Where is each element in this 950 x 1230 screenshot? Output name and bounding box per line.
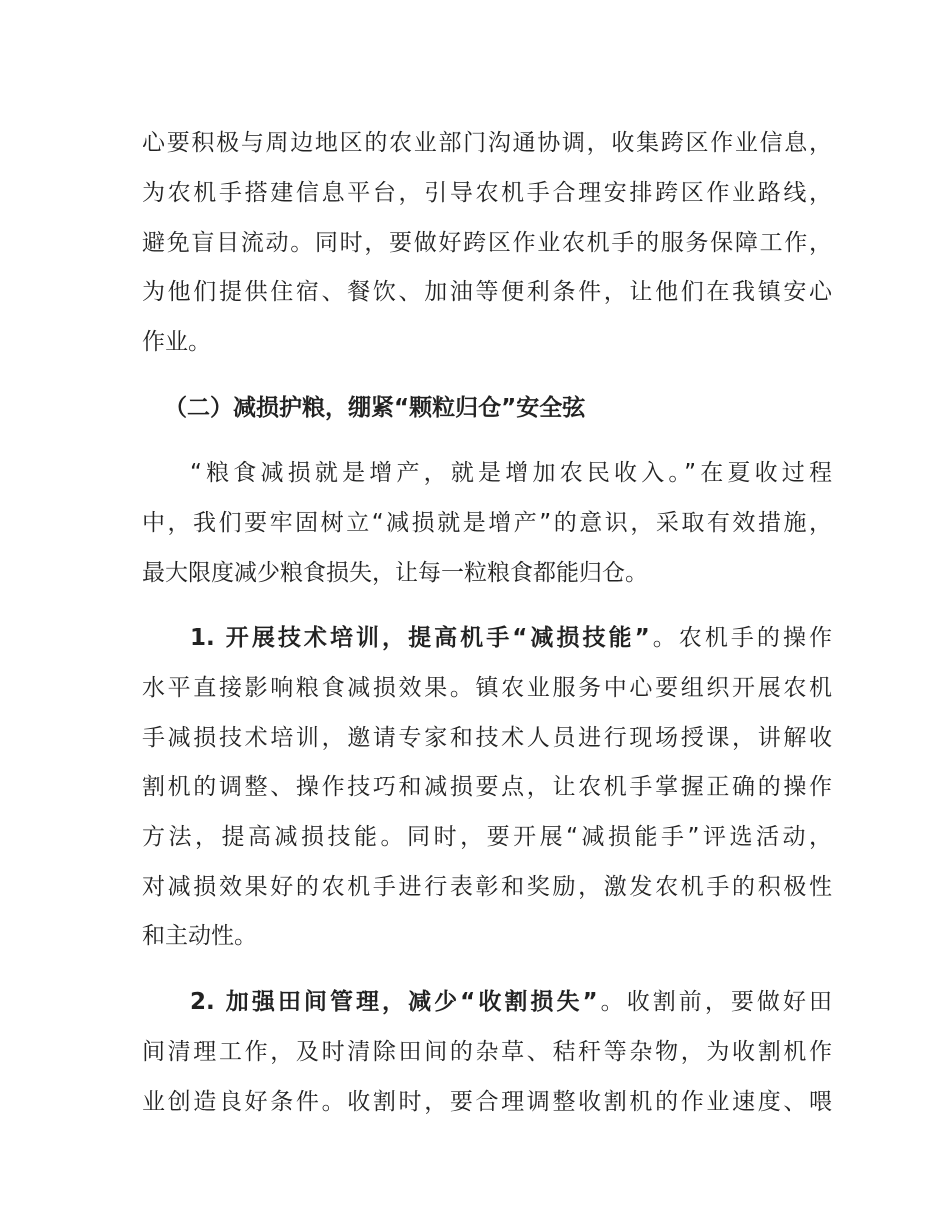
paragraph-line: 割机的调整、操作技巧和减损要点，让农机手掌握正确的操作 [142, 774, 832, 800]
paragraph-line: 手减损技术培训，邀请专家和技术人员进行现场授课，讲解收 [142, 725, 832, 751]
item-2-first-rest: 。收割前，要做好田 [597, 989, 833, 1015]
paragraph-line: “粮食减损就是增产，就是增加农民收入。”在夏收过程 [190, 460, 832, 486]
paragraph-line: 和主动性。 [142, 923, 257, 949]
section-heading: （二）减损护粮，绷紧“颗粒归仓”安全弦 [164, 395, 586, 421]
paragraph-line: 作业。 [142, 329, 211, 355]
paragraph-line: 业创造良好条件。收割时，要合理调整收割机的作业速度、喂 [142, 1089, 832, 1115]
paragraph-line: 对减损效果好的农机手进行表彰和奖励，激发农机手的积极性 [142, 874, 832, 900]
paragraph-line: 为农机手搭建信息平台，引导农机手合理安排跨区作业路线， [142, 180, 832, 206]
item-1-title: 1. 开展技术培训，提高机手“减损技能” [190, 625, 650, 651]
paragraph-line: 中，我们要牢固树立“减损就是增产”的意识，采取有效措施， [142, 510, 832, 536]
paragraph-line: 水平直接影响粮食减损效果。镇农业服务中心要组织开展农机 [142, 675, 832, 701]
item-1-first-line [190, 623, 832, 653]
paragraph-line: 方法，提高减损技能。同时，要开展“减损能手”评选活动， [142, 824, 832, 850]
paragraph-line: 避免盲目流动。同时，要做好跨区作业农机手的服务保障工作， [142, 230, 832, 256]
paragraph-line: 心要积极与周边地区的农业部门沟通协调，收集跨区作业信息， [142, 130, 832, 156]
item-2-title: 2. 加强田间管理，减少“收割损失” [190, 989, 598, 1015]
item-2-first-line [190, 987, 832, 1017]
item-1-first-rest: 。农机手的操作 [649, 625, 832, 651]
paragraph-line: 为他们提供住宿、餐饮、加油等便利条件，让他们在我镇安心 [142, 279, 832, 305]
paragraph-line: 间清理工作，及时清除田间的杂草、秸秆等杂物，为收割机作 [142, 1039, 832, 1065]
paragraph-line: 最大限度减少粮食损失，让每一粒粮食都能归仓。 [142, 560, 648, 586]
